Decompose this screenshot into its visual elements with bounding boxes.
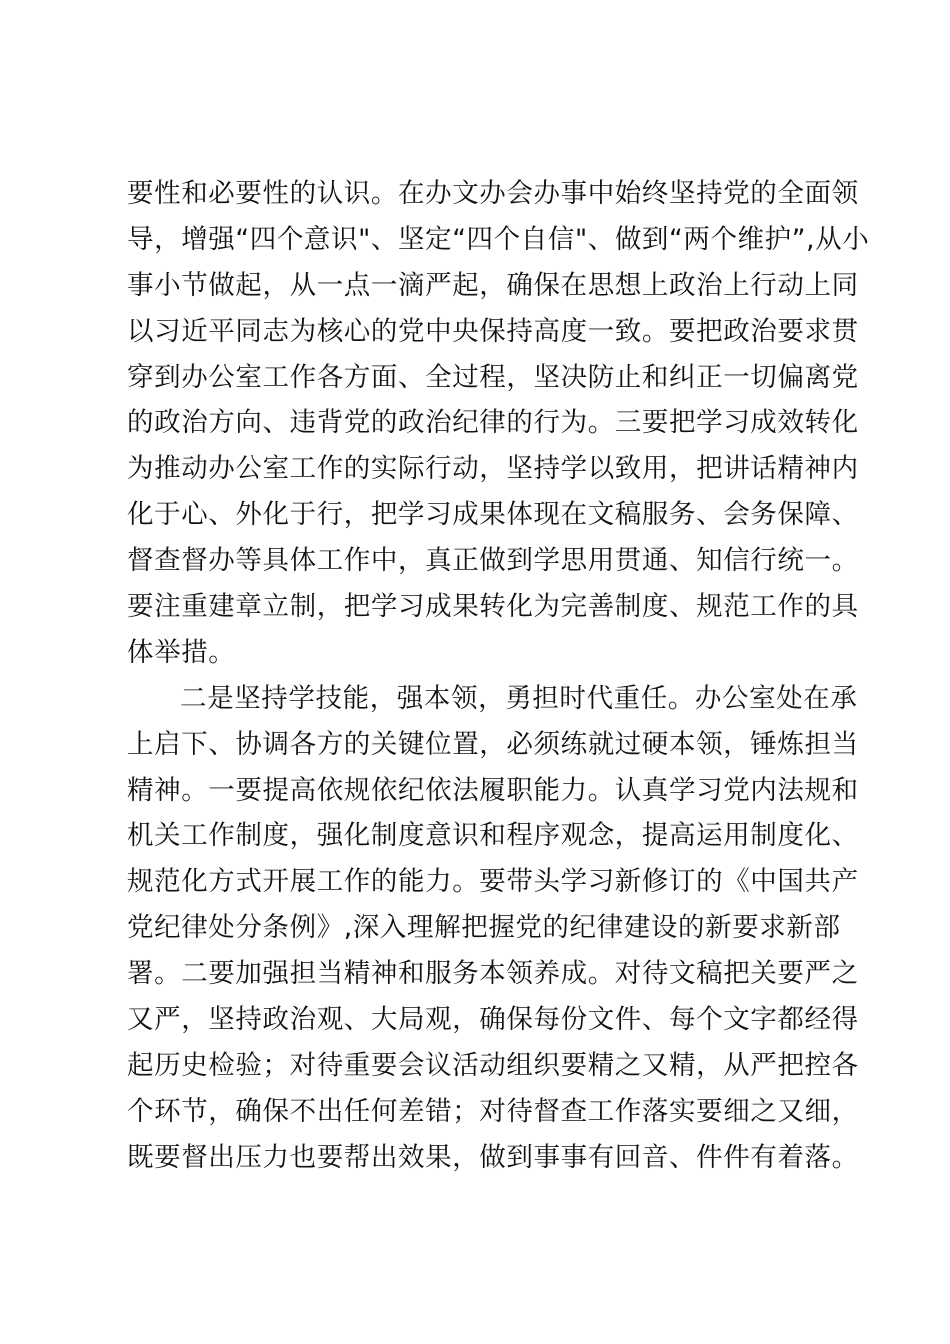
text-line: 督查督办等具体工作中，真正做到学思用贯通、知信行统一。: [127, 545, 859, 577]
text-line: 起历史检验；对待重要会议活动组织要精之又精，从严把控各: [127, 1049, 859, 1081]
text-line: 要性和必要性的认识。在办文办会办事中始终坚持党的全面领: [127, 178, 859, 209]
text-line: 规范化方式开展工作的能力。要带头学习新修订的《中国共产: [127, 866, 859, 898]
text-line: 精神。一要提高依规依纪依法履职能力。认真学习党内法规和: [127, 774, 859, 806]
text-line: 要注重建章立制，把学习成果转化为完善制度、规范工作的具: [127, 591, 859, 623]
text-line: 体举措。: [127, 636, 236, 668]
text-line: 党纪律处分条例》,深入理解把握党的纪律建设的新要求新部: [127, 912, 841, 944]
text-line: 机关工作制度，强化制度意识和程序观念，提高运用制度化、: [127, 820, 859, 852]
text-line: 又严，坚持政治观、大局观，确保每份文件、每个文字都经得: [127, 1004, 859, 1036]
text-line: 事小节做起，从一点一滴严起，确保在思想上政治上行动上同: [127, 269, 859, 301]
text-line: 穿到办公室工作各方面、全过程，坚决防止和纠正一切偏离党: [127, 361, 859, 393]
text-line: 为推动办公室工作的实际行动，坚持学以致用，把讲话精神内: [127, 453, 859, 485]
text-line: 个环节，确保不出任何差错；对待督查工作落实要细之又细，: [127, 1095, 859, 1127]
text-line: 化于心、外化于行，把学习成果体现在文稿服务、会务保障、: [127, 499, 859, 531]
paragraph-start-line: 二是坚持学技能，强本领，勇担时代重任。办公室处在承: [180, 682, 858, 714]
text-line: 以习近平同志为核心的党中央保持高度一致。要把政治要求贯: [127, 315, 859, 347]
text-line: 导，增强“四个意识"、坚定“四个自信"、做到“两个维护”,从小: [127, 223, 870, 255]
text-line: 既要督出压力也要帮出效果，做到事事有回音、件件有着落。: [127, 1141, 859, 1173]
body-text: [127, 171, 870, 1181]
text-line: 署。二要加强担当精神和服务本领养成。对待文稿把关要严之: [127, 958, 859, 990]
text-line: 的政治方向、违背党的政治纪律的行为。三要把学习成效转化: [127, 407, 859, 439]
text-line: 上启下、协调各方的关键位置，必须练就过硬本领，锤炼担当: [127, 728, 859, 760]
